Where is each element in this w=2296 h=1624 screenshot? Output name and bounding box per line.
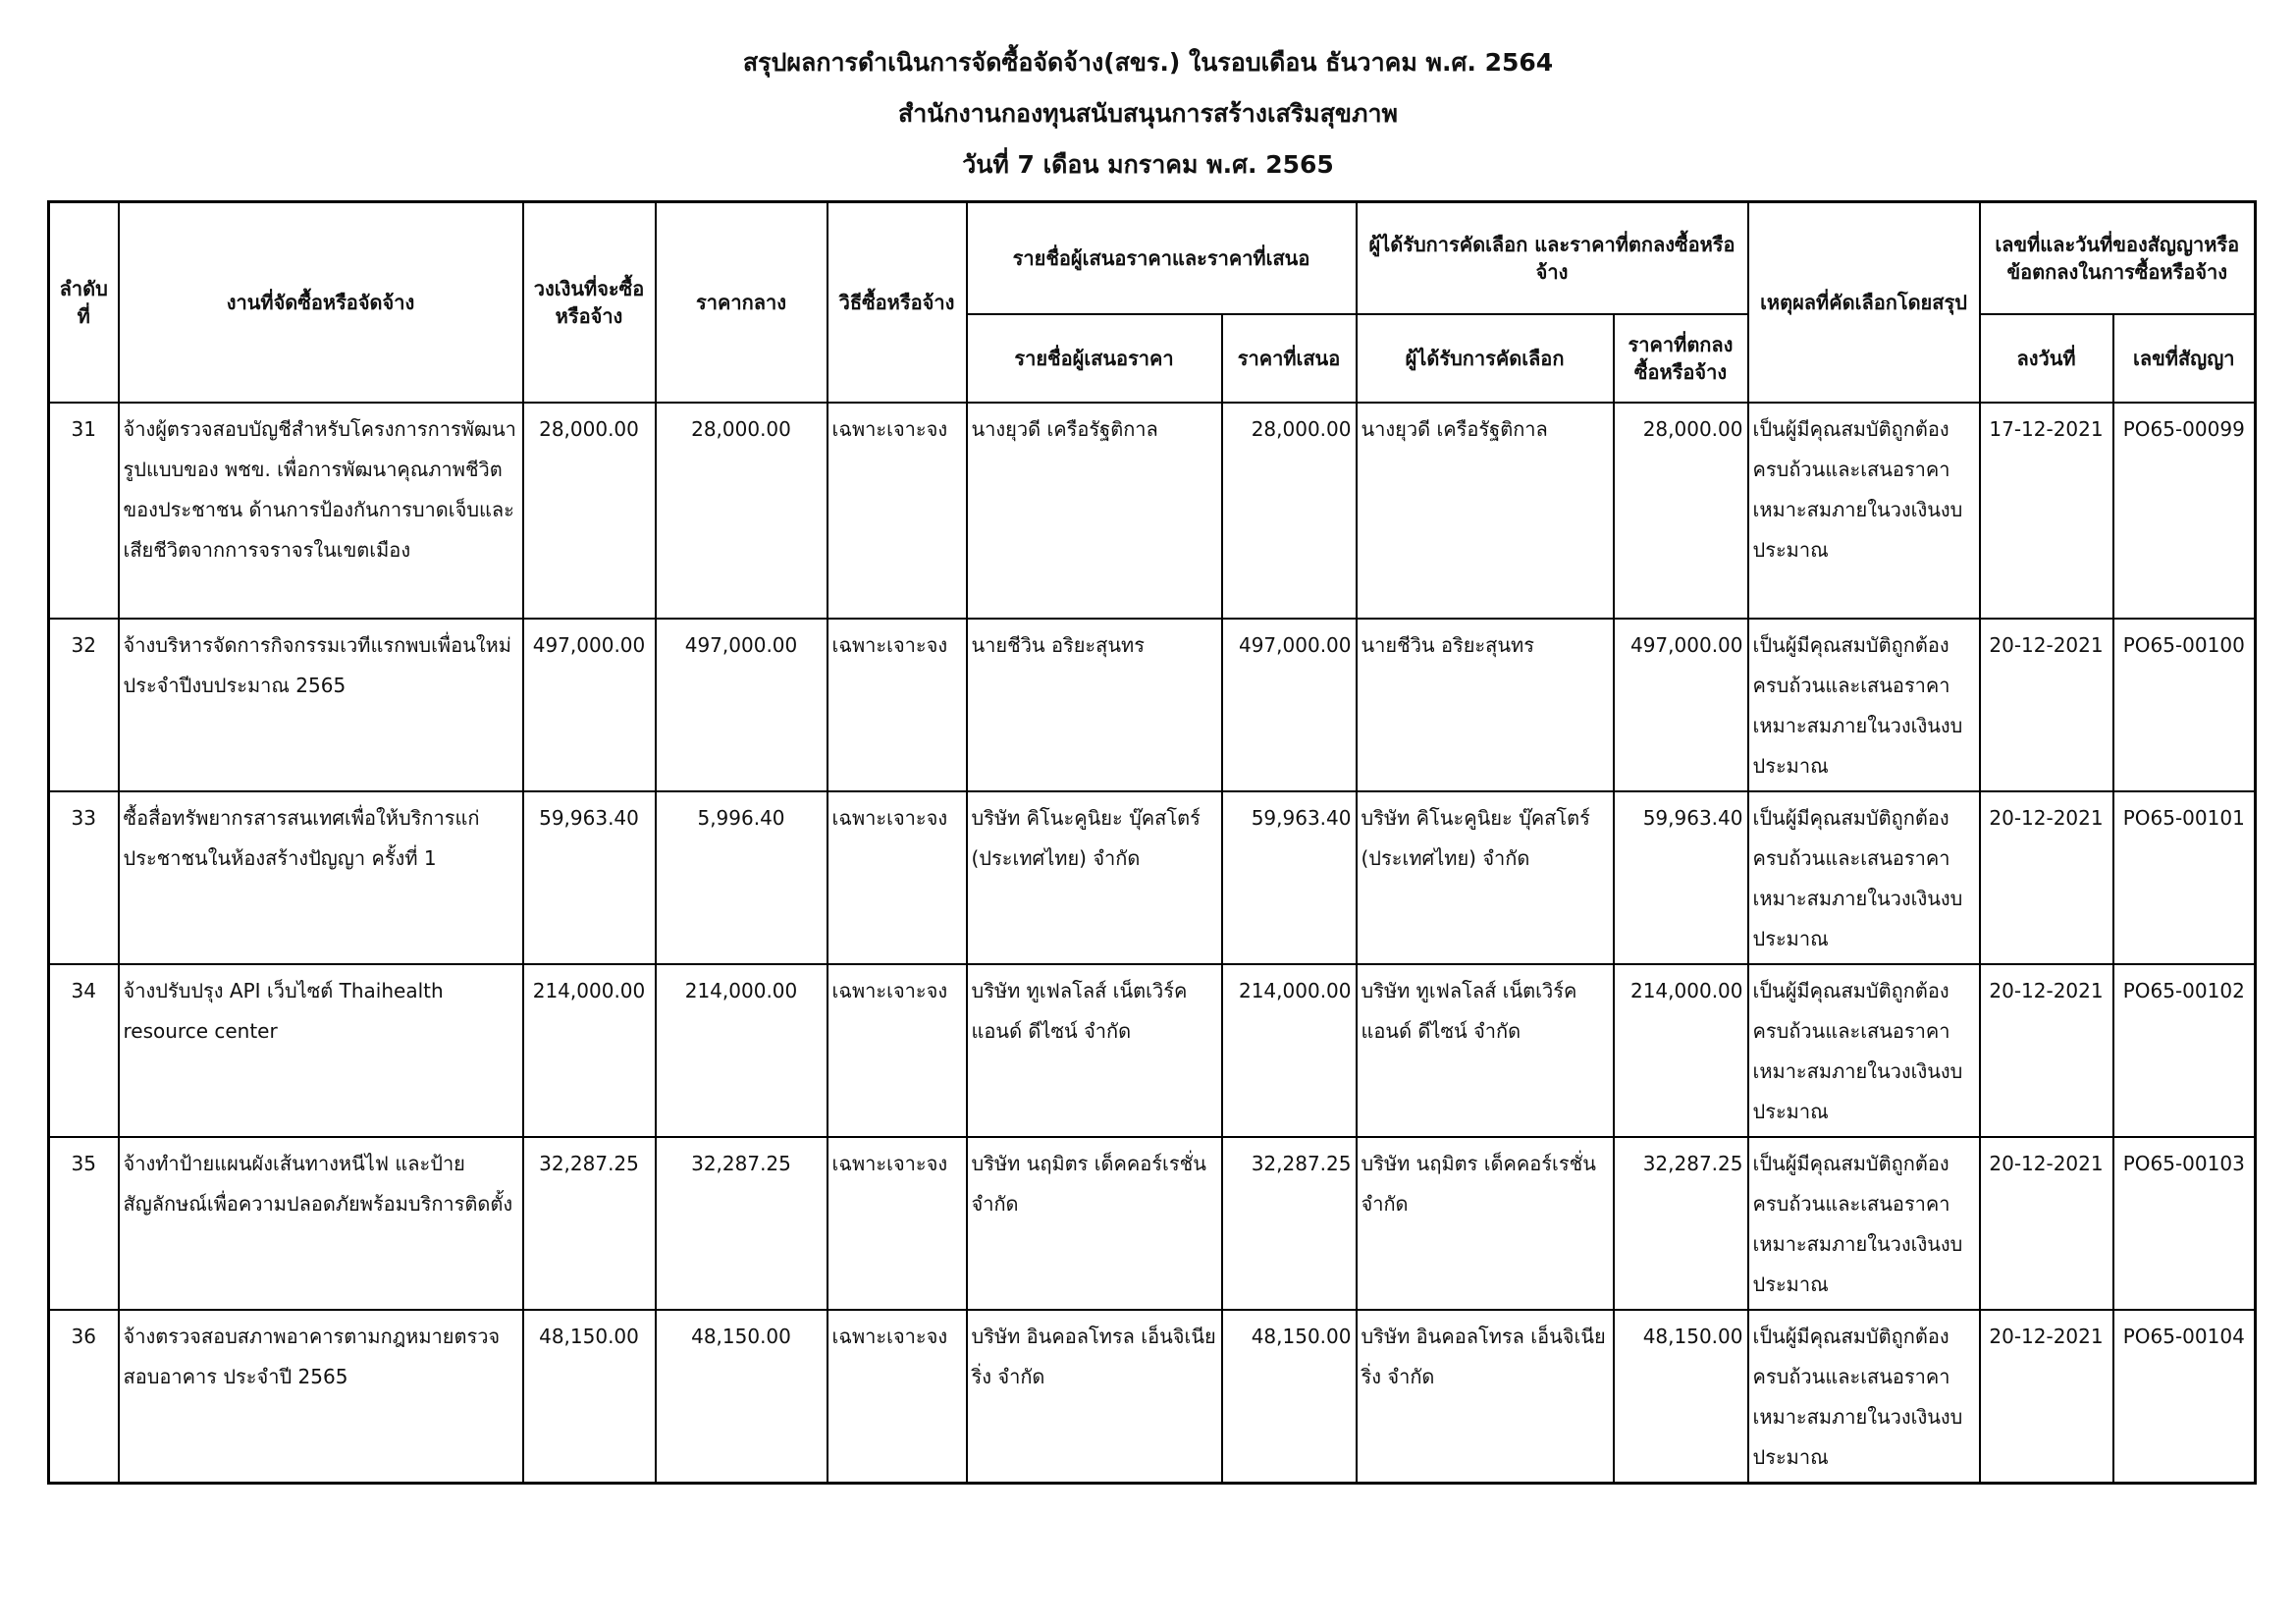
row-bidder: บริษัท นฤมิตร เด็คคอร์เรชั่น จำกัด	[967, 1137, 1222, 1310]
col-agreed-price-header: ราคาที่ตกลงซื้อหรือจ้าง	[1614, 314, 1748, 403]
report-title: สรุปผลการดำเนินการจัดซื้อจัดจ้าง(สขร.) ในรอบเดือน ธันวาคม พ.ศ. 2564	[742, 48, 1554, 77]
row-median-price: 32,287.25	[656, 1137, 828, 1310]
row-date: 20-12-2021	[1980, 964, 2113, 1137]
row-reason: เป็นผู้มีคุณสมบัติถูกต้องครบถ้วนและเสนอราคาเหมาะสมภายในวงเงินงบประมาณ	[1748, 619, 1980, 791]
row-budget: 59,963.40	[523, 791, 656, 964]
row-winner: บริษัท อินคอลโทรล เอ็นจิเนียริ่ง จำกัด	[1357, 1310, 1614, 1484]
row-number: 36	[49, 1310, 119, 1484]
row-item: จ้างปรับปรุง API เว็บไซต์ Thaihealth resource center	[119, 964, 523, 1137]
row-agreed-price: 32,287.25	[1614, 1137, 1748, 1310]
row-method: เฉพาะเจาะจง	[828, 791, 967, 964]
row-bid-price: 32,287.25	[1222, 1137, 1357, 1310]
row-number: 33	[49, 791, 119, 964]
row-method: เฉพาะเจาะจง	[828, 403, 967, 619]
row-item: จ้างบริหารจัดการกิจกรรมเวทีแรกพบเพื่อนใหม่ ประจำปีงบประมาณ 2565	[119, 619, 523, 791]
col-item-header: งานที่จัดซื้อหรือจัดจ้าง	[119, 202, 523, 403]
row-bidder: บริษัท อินคอลโทรล เอ็นจิเนียริ่ง จำกัด	[967, 1310, 1222, 1484]
row-median-price: 28,000.00	[656, 403, 828, 619]
row-date: 20-12-2021	[1980, 619, 2113, 791]
row-agreed-price: 59,963.40	[1614, 791, 1748, 964]
row-date: 20-12-2021	[1980, 1310, 2113, 1484]
row-budget: 32,287.25	[523, 1137, 656, 1310]
row-bid-price: 59,963.40	[1222, 791, 1357, 964]
row-contract-no: PO65-00104	[2113, 1310, 2256, 1484]
table-row	[49, 791, 2256, 964]
row-reason: เป็นผู้มีคุณสมบัติถูกต้องครบถ้วนและเสนอราคาเหมาะสมภายในวงเงินงบประมาณ	[1748, 964, 1980, 1137]
row-item: ซื้อสื่อทรัพยากรสารสนเทศเพื่อให้บริการแก่ประชาชนในห้องสร้างปัญญา ครั้งที่ 1	[119, 791, 523, 964]
col-bidder-name-header: รายชื่อผู้เสนอราคา	[967, 314, 1222, 403]
row-contract-no: PO65-00099	[2113, 403, 2256, 619]
row-date: 20-12-2021	[1980, 791, 2113, 964]
col-date-header: ลงวันที่	[1980, 314, 2113, 403]
row-median-price: 214,000.00	[656, 964, 828, 1137]
row-bid-price: 214,000.00	[1222, 964, 1357, 1137]
col-bid-price-header: ราคาที่เสนอ	[1222, 314, 1357, 403]
col-bidders-group-header: รายชื่อผู้เสนอราคาและราคาที่เสนอ	[967, 202, 1357, 314]
header-row-1	[49, 202, 2256, 314]
row-bidder: นางยุวดี เครือรัฐติกาล	[967, 403, 1222, 619]
col-selected-group-header: ผู้ได้รับการคัดเลือก และราคาที่ตกลงซื้อหรือจ้าง	[1357, 202, 1748, 314]
table-row	[49, 403, 2256, 619]
report-date: วันที่ 7 เดือน มกราคม พ.ศ. 2565	[962, 150, 1334, 179]
row-method: เฉพาะเจาะจง	[828, 1137, 967, 1310]
row-contract-no: PO65-00103	[2113, 1137, 2256, 1310]
table-row	[49, 1310, 2256, 1484]
row-number: 35	[49, 1137, 119, 1310]
row-winner: บริษัท คิโนะคูนิยะ บุ๊คสโตร์ (ประเทศไทย) จำกัด	[1357, 791, 1614, 964]
row-bid-price: 48,150.00	[1222, 1310, 1357, 1484]
row-winner: นางยุวดี เครือรัฐติกาล	[1357, 403, 1614, 619]
row-item: จ้างทำป้ายแผนผังเส้นทางหนีไฟ และป้ายสัญลักษณ์เพื่อความปลอดภัยพร้อมบริการติดตั้ง	[119, 1137, 523, 1310]
row-reason: เป็นผู้มีคุณสมบัติถูกต้องครบถ้วนและเสนอราคาเหมาะสมภายในวงเงินงบประมาณ	[1748, 1310, 1980, 1484]
row-item: จ้างตรวจสอบสภาพอาคารตามกฎหมายตรวจสอบอาคาร ประจำปี 2565	[119, 1310, 523, 1484]
row-method: เฉพาะเจาะจง	[828, 619, 967, 791]
row-contract-no: PO65-00100	[2113, 619, 2256, 791]
row-winner: นายชีวิน อริยะสุนทร	[1357, 619, 1614, 791]
row-bidder: บริษัท คิโนะคูนิยะ บุ๊คสโตร์ (ประเทศไทย) จำกัด	[967, 791, 1222, 964]
row-agreed-price: 48,150.00	[1614, 1310, 1748, 1484]
col-budget-header: วงเงินที่จะซื้อหรือจ้าง	[523, 202, 656, 403]
row-contract-no: PO65-00101	[2113, 791, 2256, 964]
row-method: เฉพาะเจาะจง	[828, 1310, 967, 1484]
row-agreed-price: 28,000.00	[1614, 403, 1748, 619]
row-winner: บริษัท นฤมิตร เด็คคอร์เรชั่น จำกัด	[1357, 1137, 1614, 1310]
row-median-price: 48,150.00	[656, 1310, 828, 1484]
col-reason-header: เหตุผลที่คัดเลือกโดยสรุป	[1748, 202, 1980, 403]
row-number: 31	[49, 403, 119, 619]
col-method-header: วิธีซื้อหรือจ้าง	[828, 202, 967, 403]
row-contract-no: PO65-00102	[2113, 964, 2256, 1137]
row-agreed-price: 214,000.00	[1614, 964, 1748, 1137]
col-no-header: ลำดับที่	[49, 202, 119, 403]
table-row	[49, 619, 2256, 791]
row-date: 17-12-2021	[1980, 403, 2113, 619]
row-budget: 28,000.00	[523, 403, 656, 619]
procurement-table	[47, 200, 2257, 1485]
row-winner: บริษัท ทูเฟลโลส์ เน็ตเวิร์ค แอนด์ ดีไซน์ จำกัด	[1357, 964, 1614, 1137]
organization-name: สำนักงานกองทุนสนับสนุนการสร้างเสริมสุขภาพ	[897, 99, 1399, 128]
row-budget: 214,000.00	[523, 964, 656, 1137]
row-method: เฉพาะเจาะจง	[828, 964, 967, 1137]
row-budget: 48,150.00	[523, 1310, 656, 1484]
row-median-price: 497,000.00	[656, 619, 828, 791]
document-header	[0, 37, 2296, 190]
row-number: 34	[49, 964, 119, 1137]
row-agreed-price: 497,000.00	[1614, 619, 1748, 791]
row-median-price: 5,996.40	[656, 791, 828, 964]
table-row	[49, 1137, 2256, 1310]
row-reason: เป็นผู้มีคุณสมบัติถูกต้องครบถ้วนและเสนอราคาเหมาะสมภายในวงเงินงบประมาณ	[1748, 1137, 1980, 1310]
row-item: จ้างผู้ตรวจสอบบัญชีสำหรับโครงการการพัฒนารูปแบบของ พชข. เพื่อการพัฒนาคุณภาพชีวิตของประชาชน ด้านการป้องกันการบาดเจ็บและเสียชีวิตจากการจราจรในเขตเมือง	[119, 403, 523, 619]
row-bid-price: 28,000.00	[1222, 403, 1357, 619]
row-bid-price: 497,000.00	[1222, 619, 1357, 791]
row-bidder: นายชีวิน อริยะสุนทร	[967, 619, 1222, 791]
col-median-header: ราคากลาง	[656, 202, 828, 403]
col-contract-no-header: เลขที่สัญญา	[2113, 314, 2256, 403]
row-budget: 497,000.00	[523, 619, 656, 791]
row-reason: เป็นผู้มีคุณสมบัติถูกต้องครบถ้วนและเสนอราคาเหมาะสมภายในวงเงินงบประมาณ	[1748, 791, 1980, 964]
row-bidder: บริษัท ทูเฟลโลส์ เน็ตเวิร์ค แอนด์ ดีไซน์ จำกัด	[967, 964, 1222, 1137]
col-contract-group-header: เลขที่และวันที่ของสัญญาหรือข้อตกลงในการซื้อหรือจ้าง	[1980, 202, 2256, 314]
row-reason: เป็นผู้มีคุณสมบัติถูกต้องครบถ้วนและเสนอราคาเหมาะสมภายในวงเงินงบประมาณ	[1748, 403, 1980, 619]
row-number: 32	[49, 619, 119, 791]
table-row	[49, 964, 2256, 1137]
col-selected-name-header: ผู้ได้รับการคัดเลือก	[1357, 314, 1614, 403]
row-date: 20-12-2021	[1980, 1137, 2113, 1310]
